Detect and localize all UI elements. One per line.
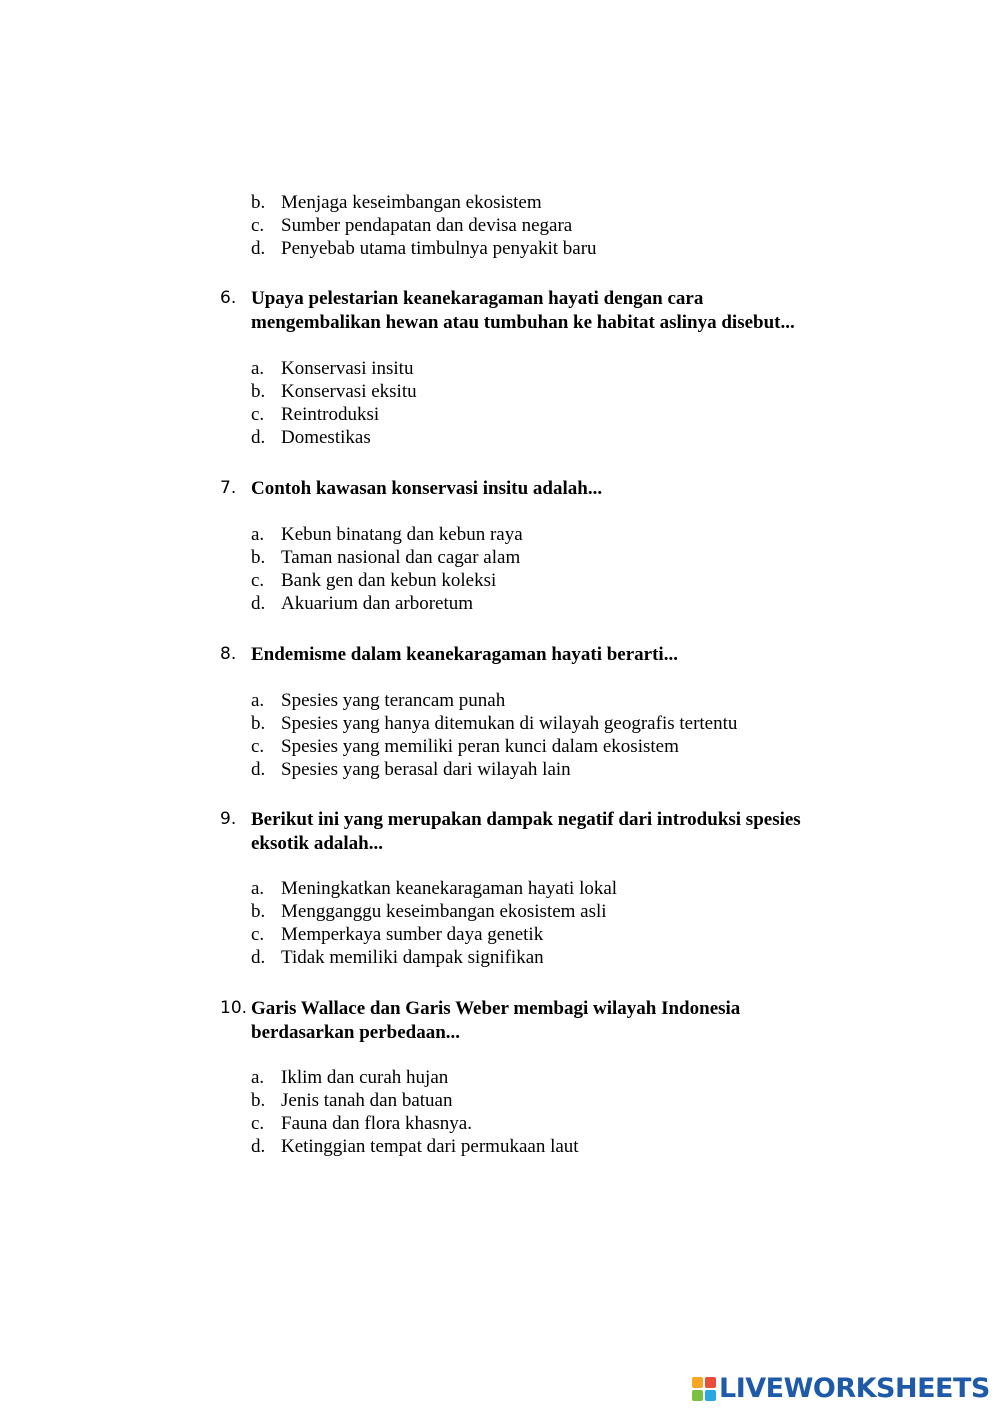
question-9-line-2: eksotik adalah...	[251, 833, 383, 854]
question-6-line-2: mengembalikan hewan atau tumbuhan ke habitat aslinya disebut...	[251, 312, 795, 333]
question-10-line-1: Garis Wallace dan Garis Weber membagi wilayah Indonesia	[251, 998, 741, 1019]
top-option-c: c. Sumber pendapatan dan devisa negara	[251, 215, 573, 236]
logo-square-4-icon	[705, 1390, 716, 1401]
question-7-line-1: Contoh kawasan konservasi insitu adalah...	[251, 478, 603, 499]
question-10-line-2: berdasarkan perbedaan...	[251, 1022, 461, 1043]
question-8-option-c[interactable]: c. Spesies yang memiliki peran kunci dalam ekosistem	[251, 736, 679, 757]
question-10-option-a[interactable]: a. Iklim dan curah hujan	[251, 1067, 449, 1088]
question-8-number: 8.	[220, 644, 237, 664]
question-6-line-1: Upaya pelestarian keanekaragaman hayati dengan cara	[251, 288, 704, 309]
question-10-number: 10.	[220, 998, 248, 1018]
question-6-option-c[interactable]: c. Reintroduksi	[251, 404, 380, 425]
question-7-option-b[interactable]: b. Taman nasional dan cagar alam	[251, 547, 521, 568]
question-8-text	[251, 643, 871, 667]
question-9-line-1: Berikut ini yang merupakan dampak negatif dari introduksi spesies	[251, 809, 801, 830]
top-option-d: d. Penyebab utama timbulnya penyakit baru	[251, 238, 597, 259]
question-9-option-b[interactable]: b. Mengganggu keseimbangan ekosistem asli	[251, 901, 607, 922]
question-8-option-b[interactable]: b. Spesies yang hanya ditemukan di wilayah geografis tertentu	[251, 713, 738, 734]
top-option-b: b. Menjaga keseimbangan ekosistem	[251, 192, 542, 213]
liveworksheets-logo-text: LIVEWORKSHEETS	[719, 1373, 990, 1404]
question-9-text	[251, 808, 871, 856]
question-7-option-c[interactable]: c. Bank gen dan kebun koleksi	[251, 570, 497, 591]
question-6-text	[251, 287, 871, 335]
question-9-number: 9.	[220, 809, 237, 829]
question-7-number: 7.	[220, 478, 237, 498]
question-6-option-b[interactable]: b. Konservasi eksitu	[251, 381, 417, 402]
question-6-option-a[interactable]: a. Konservasi insitu	[251, 358, 414, 379]
logo-square-3-icon	[692, 1390, 703, 1401]
question-10-option-c[interactable]: c. Fauna dan flora khasnya.	[251, 1113, 472, 1134]
question-10-option-b[interactable]: b. Jenis tanah dan batuan	[251, 1090, 453, 1111]
question-8-option-a[interactable]: a. Spesies yang terancam punah	[251, 690, 506, 711]
question-6-option-d[interactable]: d. Domestikas	[251, 427, 371, 448]
question-9-option-a[interactable]: a. Meningkatkan keanekaragaman hayati lokal	[251, 878, 618, 899]
question-9-option-d[interactable]: d. Tidak memiliki dampak signifikan	[251, 947, 544, 968]
logo-square-1-icon	[692, 1377, 703, 1388]
logo-square-2-icon	[705, 1377, 716, 1388]
liveworksheets-logo[interactable]	[692, 1374, 990, 1404]
question-7-option-a[interactable]: a. Kebun binatang dan kebun raya	[251, 524, 523, 545]
question-6-number: 6.	[220, 288, 237, 308]
question-7-text	[251, 477, 871, 501]
question-9-option-c[interactable]: c. Memperkaya sumber daya genetik	[251, 924, 544, 945]
question-8-line-1: Endemisme dalam keanekaragaman hayati berarti...	[251, 644, 678, 665]
question-10-text	[251, 997, 871, 1045]
question-8-option-d[interactable]: d. Spesies yang berasal dari wilayah lain	[251, 759, 571, 780]
question-10-option-d[interactable]: d. Ketinggian tempat dari permukaan laut	[251, 1136, 579, 1157]
question-7-option-d[interactable]: d. Akuarium dan arboretum	[251, 593, 474, 614]
liveworksheets-logo-icon	[692, 1377, 716, 1401]
